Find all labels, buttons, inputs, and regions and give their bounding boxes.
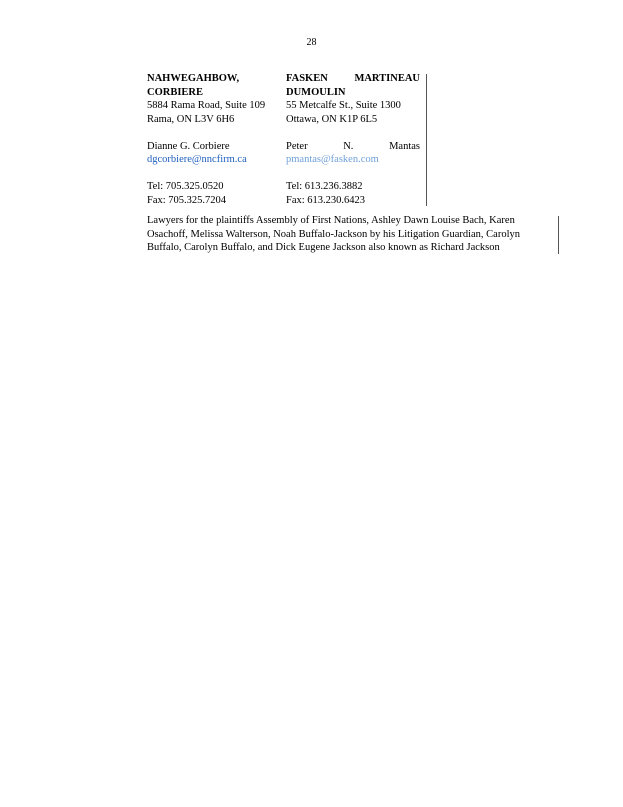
left-firm-block [147, 72, 277, 207]
right-firm-block [286, 72, 420, 207]
right-firm-name-line2: DUMOULIN [286, 86, 346, 98]
lawyers-for-paragraph: Lawyers for the plaintiffs Assembly of First Nations, Ashley Dawn Louise Bach, Karen Osachoff, Melissa Walterson, Noah Buffalo-Jackson by his Litigation Guardian, Carolyn Buffalo, Carolyn Buffalo, and Dick Eugene Jackson also known as Richard Jackson [147, 215, 521, 253]
left-lawyer-email[interactable]: dgcorbiere@nncfirm.ca [147, 154, 247, 165]
page-number: 28 [306, 37, 317, 48]
right-lawyer-name [286, 140, 420, 154]
right-lawyer-email[interactable]: pmantas@fasken.com [286, 154, 379, 165]
right-lawyer-name-word1: Peter [286, 140, 308, 152]
spacer [147, 126, 277, 140]
right-firm-address-line2: Ottawa, ON K1P 6L5 [286, 113, 378, 125]
left-firm-address-line2: Rama, ON L3V 6H6 [147, 113, 235, 125]
right-lawyer-name-word3: Mantas [389, 140, 420, 152]
left-firm-name-line2: CORBIERE [147, 86, 204, 98]
right-lawyer-name-word2: N. [343, 140, 354, 152]
left-firm-tel: Tel: 705.325.0520 [147, 181, 224, 192]
left-lawyer-name: Dianne G. Corbiere [147, 140, 230, 152]
spacer [286, 167, 420, 181]
table-border-line [558, 216, 559, 254]
table-border-line [426, 74, 427, 206]
right-firm-tel: Tel: 613.236.3882 [286, 181, 363, 192]
right-firm-fax: Fax: 613.230.6423 [286, 194, 366, 206]
right-firm-address-line1: 55 Metcalfe St., Suite 1300 [286, 100, 401, 111]
spacer [286, 126, 420, 140]
right-firm-name-word1: FASKEN [286, 73, 328, 84]
right-firm-name-word2: MARTINEAU [354, 73, 420, 84]
left-firm-address-line1: 5884 Rama Road, Suite 109 [147, 100, 266, 111]
right-firm-name-line1 [286, 72, 420, 86]
left-firm-name-line1: NAHWEGAHBOW, [147, 73, 240, 84]
spacer [147, 167, 277, 181]
left-firm-fax: Fax: 705.325.7204 [147, 194, 227, 206]
